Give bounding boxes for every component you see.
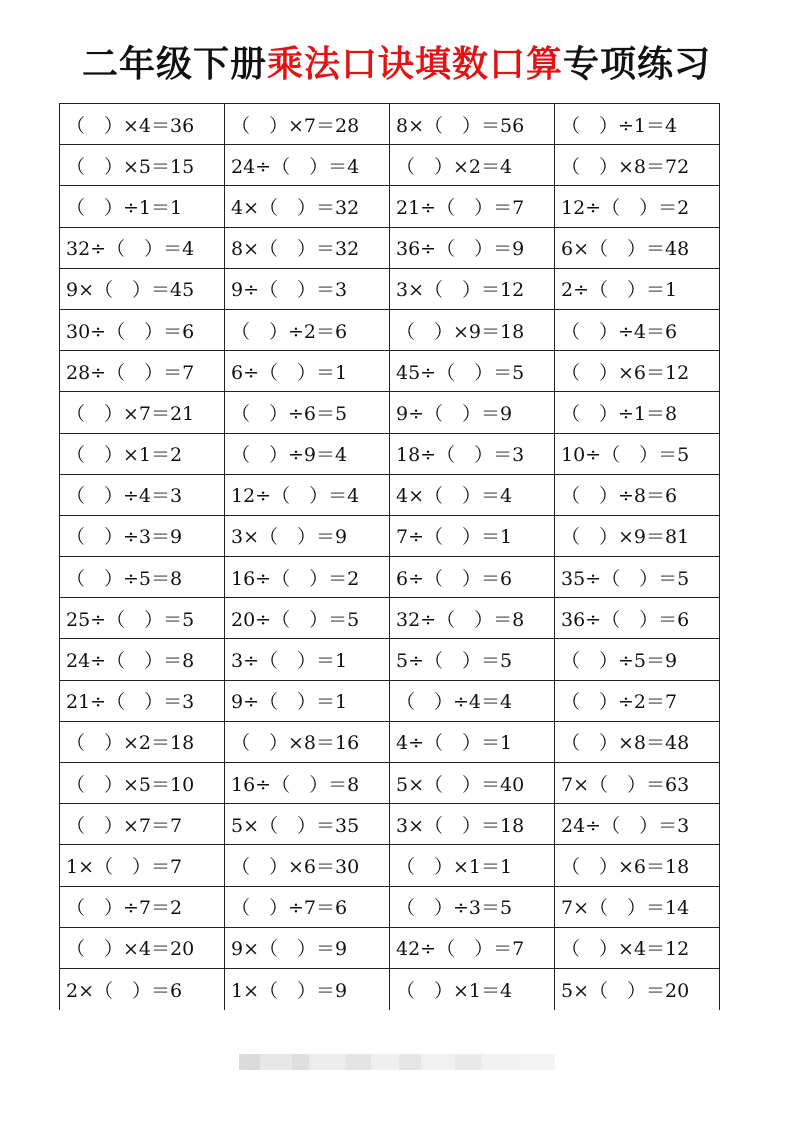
problem-cell: （ ）÷2＝6 — [225, 309, 390, 350]
problem-cell: （ ）×2＝4 — [390, 145, 555, 186]
problem-cell: （ ）÷1＝8 — [555, 392, 720, 433]
problem-cell: 1×（ ）＝9 — [225, 968, 390, 1009]
problem-cell: （ ）÷8＝6 — [555, 474, 720, 515]
table-row — [60, 351, 720, 392]
problem-cell: 7÷（ ）＝1 — [390, 515, 555, 556]
problem-cell: （ ）×9＝81 — [555, 515, 720, 556]
problem-cell: 24÷（ ）＝4 — [225, 145, 390, 186]
problem-cell: （ ）×1＝2 — [60, 433, 225, 474]
problem-cell: （ ）×9＝18 — [390, 309, 555, 350]
title-grade: 二年级下册 — [81, 44, 267, 85]
table-row — [60, 721, 720, 762]
problem-cell: 21÷（ ）＝3 — [60, 680, 225, 721]
problem-cell: 32÷（ ）＝8 — [390, 598, 555, 639]
problem-cell: （ ）×8＝48 — [555, 721, 720, 762]
table-row — [60, 515, 720, 556]
problem-cell: 2÷（ ）＝1 — [555, 268, 720, 309]
problem-cell: 6×（ ）＝48 — [555, 227, 720, 268]
exercise-table — [59, 103, 720, 1010]
table-row — [60, 557, 720, 598]
page-title — [0, 38, 793, 92]
table-row — [60, 309, 720, 350]
problem-cell: 9÷（ ）＝9 — [390, 392, 555, 433]
problem-cell: 9×（ ）＝9 — [225, 927, 390, 968]
table-row — [60, 927, 720, 968]
problem-cell: 42÷（ ）＝7 — [390, 927, 555, 968]
problem-cell: 12÷（ ）＝2 — [555, 186, 720, 227]
problem-cell: 3÷（ ）＝1 — [225, 639, 390, 680]
problem-cell: （ ）÷5＝9 — [555, 639, 720, 680]
problem-cell: 18÷（ ）＝3 — [390, 433, 555, 474]
problem-cell: （ ）÷3＝9 — [60, 515, 225, 556]
table-row — [60, 474, 720, 515]
problem-cell: 9×（ ）＝45 — [60, 268, 225, 309]
problem-cell: 3×（ ）＝9 — [225, 515, 390, 556]
table-row — [60, 392, 720, 433]
problem-cell: 3×（ ）＝18 — [390, 804, 555, 845]
table-row — [60, 804, 720, 845]
problem-cell: （ ）×8＝72 — [555, 145, 720, 186]
problem-cell: 4÷（ ）＝1 — [390, 721, 555, 762]
problem-cell: 9÷（ ）＝3 — [225, 268, 390, 309]
problem-cell: 24÷（ ）＝8 — [60, 639, 225, 680]
problem-cell: 30÷（ ）＝6 — [60, 309, 225, 350]
problem-cell: 3×（ ）＝12 — [390, 268, 555, 309]
problem-cell: （ ）÷7＝6 — [225, 886, 390, 927]
problem-cell: 8×（ ）＝56 — [390, 104, 555, 145]
problem-cell: 5×（ ）＝20 — [555, 968, 720, 1009]
problem-cell: 2×（ ）＝6 — [60, 968, 225, 1009]
problem-cell: 24÷（ ）＝3 — [555, 804, 720, 845]
problem-cell: 7×（ ）＝63 — [555, 763, 720, 804]
table-row — [60, 186, 720, 227]
problem-cell: 45÷（ ）＝5 — [390, 351, 555, 392]
problem-cell: 4×（ ）＝4 — [390, 474, 555, 515]
problem-cell: 9÷（ ）＝1 — [225, 680, 390, 721]
blurred-watermark — [239, 1054, 555, 1070]
problem-cell: （ ）×6＝18 — [555, 845, 720, 886]
problem-cell: （ ）÷1＝4 — [555, 104, 720, 145]
problem-cell: 1×（ ）＝7 — [60, 845, 225, 886]
problem-cell: 4×（ ）＝32 — [225, 186, 390, 227]
problem-cell: （ ）×1＝1 — [390, 845, 555, 886]
table-row — [60, 227, 720, 268]
problem-cell: 6÷（ ）＝6 — [390, 557, 555, 598]
problem-cell: 10÷（ ）＝5 — [555, 433, 720, 474]
title-suffix: 专项练习 — [563, 44, 712, 85]
problem-cell: 8×（ ）＝32 — [225, 227, 390, 268]
problem-cell: 28÷（ ）＝7 — [60, 351, 225, 392]
problem-cell: 21÷（ ）＝7 — [390, 186, 555, 227]
table-row — [60, 763, 720, 804]
problem-cell: （ ）÷1＝1 — [60, 186, 225, 227]
problem-cell: 5×（ ）＝35 — [225, 804, 390, 845]
problem-cell: 25÷（ ）＝5 — [60, 598, 225, 639]
table-row — [60, 598, 720, 639]
problem-cell: 5×（ ）＝40 — [390, 763, 555, 804]
problem-cell: （ ）×5＝10 — [60, 763, 225, 804]
table-row — [60, 968, 720, 1009]
table-row — [60, 433, 720, 474]
problem-cell: （ ）÷2＝7 — [555, 680, 720, 721]
table-row — [60, 639, 720, 680]
problem-cell: （ ）×4＝12 — [555, 927, 720, 968]
problem-cell: （ ）×8＝16 — [225, 721, 390, 762]
table-row — [60, 886, 720, 927]
problem-cell: （ ）×6＝12 — [555, 351, 720, 392]
problem-cell: 32÷（ ）＝4 — [60, 227, 225, 268]
problem-cell: （ ）×1＝4 — [390, 968, 555, 1009]
problem-cell: 36÷（ ）＝6 — [555, 598, 720, 639]
problem-cell: （ ）×7＝21 — [60, 392, 225, 433]
problem-cell: （ ）÷9＝4 — [225, 433, 390, 474]
problem-cell: （ ）×6＝30 — [225, 845, 390, 886]
problem-cell: （ ）×2＝18 — [60, 721, 225, 762]
problem-cell: （ ）×5＝15 — [60, 145, 225, 186]
problem-cell: （ ）÷4＝3 — [60, 474, 225, 515]
problem-cell: （ ）×4＝20 — [60, 927, 225, 968]
problem-cell: （ ）÷5＝8 — [60, 557, 225, 598]
title-topic: 乘法口诀填数口算 — [266, 44, 563, 85]
problem-cell: 35÷（ ）＝5 — [555, 557, 720, 598]
problem-cell: （ ）÷6＝5 — [225, 392, 390, 433]
problem-cell: 16÷（ ）＝2 — [225, 557, 390, 598]
problem-cell: （ ）÷7＝2 — [60, 886, 225, 927]
problem-cell: （ ）×7＝7 — [60, 804, 225, 845]
problem-cell: （ ）×4＝36 — [60, 104, 225, 145]
problem-cell: 12÷（ ）＝4 — [225, 474, 390, 515]
problem-cell: 7×（ ）＝14 — [555, 886, 720, 927]
problem-cell: （ ）÷3＝5 — [390, 886, 555, 927]
table-row — [60, 680, 720, 721]
problem-cell: 16÷（ ）＝8 — [225, 763, 390, 804]
problem-cell: 36÷（ ）＝9 — [390, 227, 555, 268]
table-row — [60, 145, 720, 186]
problem-cell: 5÷（ ）＝5 — [390, 639, 555, 680]
table-row — [60, 104, 720, 145]
problem-cell: （ ）×7＝28 — [225, 104, 390, 145]
problem-cell: 6÷（ ）＝1 — [225, 351, 390, 392]
problem-cell: （ ）÷4＝6 — [555, 309, 720, 350]
table-row — [60, 845, 720, 886]
problem-cell: 20÷（ ）＝5 — [225, 598, 390, 639]
problem-cell: （ ）÷4＝4 — [390, 680, 555, 721]
table-row — [60, 268, 720, 309]
